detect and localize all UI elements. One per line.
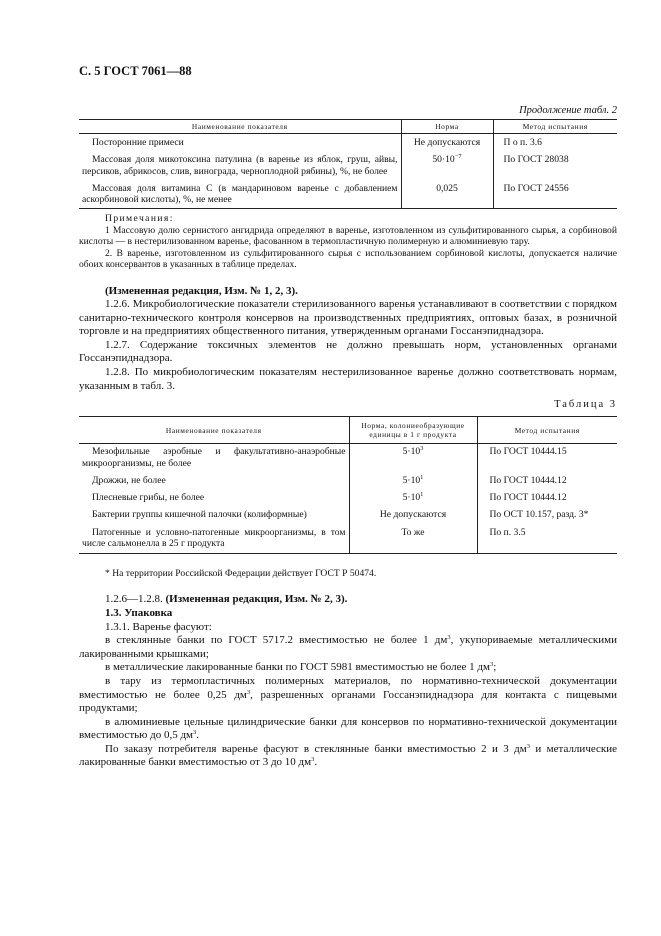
- row-norm: $50\cdot 10^{-7}$: [401, 151, 493, 180]
- section-1-3: [79, 593, 617, 770]
- row-name: Патогенные и условно-патогенные микроорганизмы, в том числе сальмонелла в 25 г продукта: [79, 525, 349, 554]
- row-norm: То же: [349, 525, 477, 554]
- row-norm: $5\cdot 10^3$: [349, 444, 477, 473]
- paragraph-1-3-1: 1.3.1. Варенье фасуют:: [105, 620, 212, 633]
- row-name: Мезофильные аэробные и факультативно-анаэробные микроорганизмы, не более: [82, 446, 346, 469]
- row-method: По ГОСТ 28038: [493, 151, 617, 180]
- column-header: Норма: [401, 120, 493, 134]
- row-name: Плесневые грибы, не более: [92, 492, 205, 504]
- note-item: 1 Массовую долю сернистого ангидрида определяют в варенье, изготовленном из сульфитированного сырья, а сорбиновой кислоты — в нестерилизованном варенье, фасованном в термопластичную полимерную и алюминиевую тару.: [79, 224, 617, 248]
- amendment-note-2: 1.2.6—1.2.8. (Измененная редакция, Изм. № 2, 3).: [105, 593, 348, 606]
- row-name: Дрожжи, не более: [92, 474, 166, 486]
- table-row: [79, 180, 617, 209]
- document-page: [79, 64, 617, 770]
- column-header: Метод испытания: [477, 417, 617, 444]
- table-continuation-label: Продолжение табл. 2: [519, 105, 617, 116]
- row-name: Посторонние примеси: [92, 137, 184, 148]
- table-3-caption: Таблица 3: [554, 399, 617, 411]
- table-3: [79, 416, 617, 554]
- row-norm: Не допускаются: [401, 134, 493, 152]
- list-item: в тару из термопластичных полимерных материалов, по нормативно-технической документации вместимостью не более 0,25 $дм^3$, разрешенных органами Госсанэпиднадзора для контакта с пищевыми продуктами;: [79, 674, 617, 715]
- table-notes: [79, 213, 617, 270]
- table-header-row: [79, 417, 617, 444]
- list-item: в алюминиевые цельные цилиндрические банки для консервов по нормативно-технической документации вместимостью до 0,5 $дм^3$.: [79, 715, 617, 742]
- list-item: в стеклянные банки по ГОСТ 5717.2 вместимостью не более 1 $дм^3$, укупориваемые металлическими лакированными крышками;: [79, 634, 617, 660]
- column-header: Наименование показателя: [79, 417, 349, 444]
- section-heading: 1.3. Упаковка: [105, 606, 173, 619]
- table-row: [79, 151, 617, 180]
- table-row: [79, 134, 617, 152]
- table-row: [79, 490, 617, 507]
- table-row: [79, 507, 617, 524]
- body-text: [79, 285, 617, 394]
- row-method: По ГОСТ 10444.12: [477, 473, 617, 490]
- table-3-footnote: * На территории Российской Федерации действует ГОСТ Р 50474.: [105, 568, 377, 580]
- row-name: Массовая доля витамина С (в мандариновом варенье с добавлением аскорбиновой кислоты), %, не менее: [79, 180, 401, 209]
- row-method: По ГОСТ 24556: [493, 180, 617, 209]
- amendment-note: (Измененная редакция, Изм. № 1, 2, 3).: [105, 284, 298, 297]
- column-header: Метод испытания: [493, 120, 617, 134]
- paragraph-1-2-6: 1.2.6. Микробиологические показатели стерилизованного варенья устанавливают в соответствии с порядком санитарно-технического контроля консервов на производственных предприятиях, оптовых базах, в розничной торговле и на предприятиях общественного питания, утвержденным органами Госсанэпиднадзора.: [79, 298, 617, 338]
- table-row: [79, 473, 617, 490]
- table-row: [79, 525, 617, 554]
- table-2: [79, 119, 617, 209]
- paragraph-1-2-8: 1.2.8. По микробиологическим показателям нестерилизованное варенье должно соответствовать нормам, указанным в табл. 3.: [79, 366, 617, 392]
- table-header-row: [79, 120, 617, 134]
- paragraph-customer-order: По заказу потребителя варенье фасуют в стеклянные банки вместимостью 2 и 3 $дм^3$ и металлические лакированные банки вместимостью от 3 до 10 $дм^3$.: [79, 742, 617, 769]
- paragraph-1-2-7: 1.2.7. Содержание токсичных элементов не должно превышать норм, установленных органами Госсанэпиднадзора.: [79, 338, 617, 365]
- row-name: Массовая доля микотоксина патулина (в варенье из яблок, груш, айвы, персиков, абрикосов, слив, винограда, черноплодной рябины), %, не более: [82, 154, 398, 177]
- row-method: П о п. 3.6: [493, 134, 617, 152]
- list-item: в металлические лакированные банки по ГОСТ 5981 вместимостью не более 1 $дм^3$;: [105, 661, 497, 674]
- notes-heading: Примечания:: [105, 213, 174, 225]
- column-header: Норма, колониеобразующие единицы в 1 г продукта: [349, 417, 477, 444]
- row-name: Бактерии группы кишечной палочки (колиформные): [92, 509, 307, 521]
- row-method: По п. 3.5: [477, 525, 617, 554]
- row-norm: 0,025: [401, 180, 493, 209]
- column-header: Наименование показателя: [79, 120, 401, 134]
- row-norm: Не допускаются: [349, 507, 477, 524]
- row-method: По ОСТ 10.157, разд. 3*: [477, 507, 617, 524]
- table-row: [79, 444, 617, 473]
- row-method: По ГОСТ 10444.15: [477, 444, 617, 473]
- page-header: С. 5 ГОСТ 7061—88: [79, 64, 192, 78]
- row-method: По ГОСТ 10444.12: [477, 490, 617, 507]
- row-norm: $5\cdot 10^1$: [349, 490, 477, 507]
- row-norm: $5\cdot 10^1$: [349, 473, 477, 490]
- note-item: 2. В варенье, изготовленном из сульфитированного сырья с использованием сорбиновой кислоты, допускается наличие обоих консервантов в указанных в таблице пределах.: [79, 247, 617, 271]
